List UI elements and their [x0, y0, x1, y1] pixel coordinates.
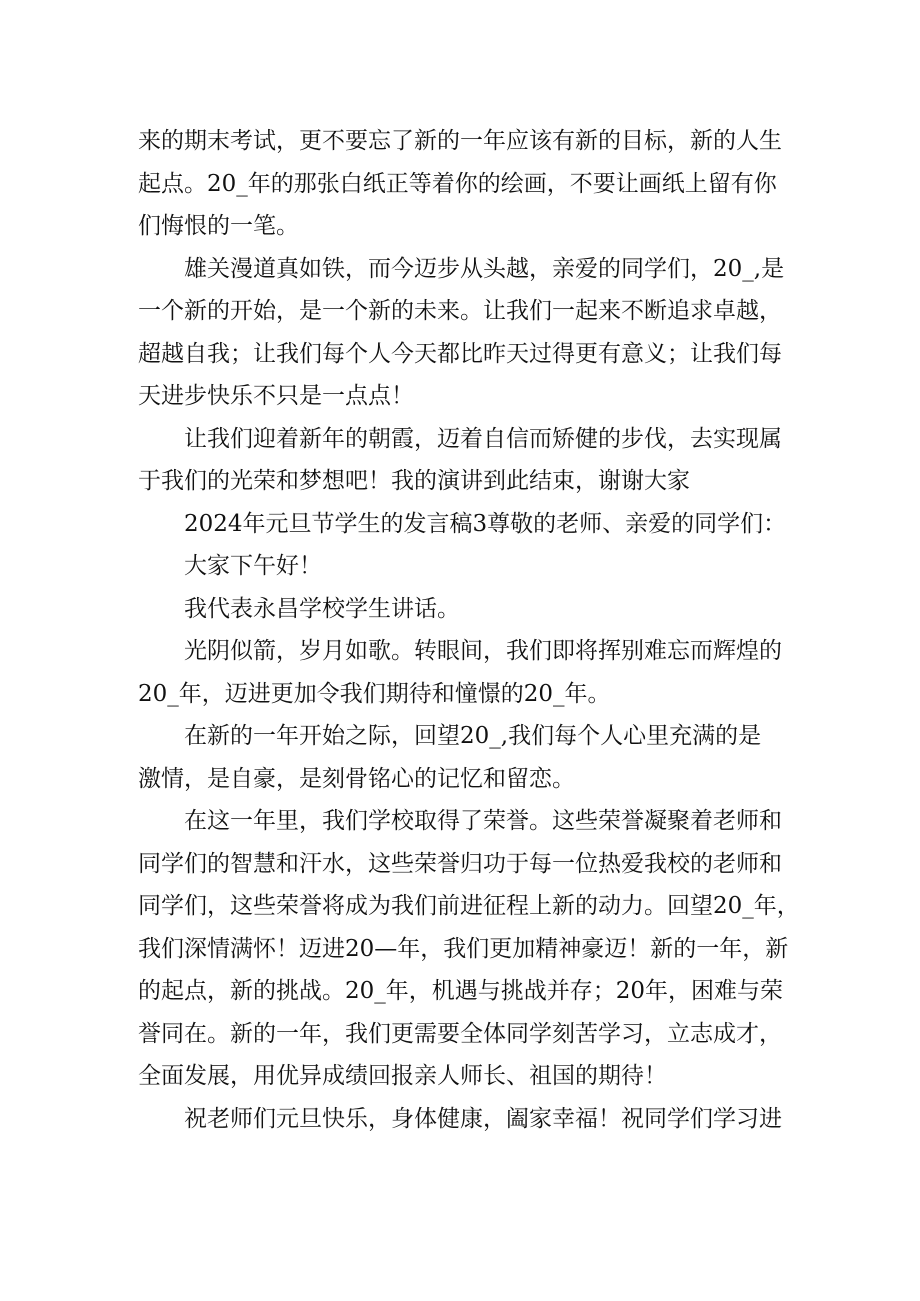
text-line: 我代表永昌学校学生讲话。 — [184, 595, 460, 622]
text-line: 雄关漫道真如铁，而今迈步从头越，亲爱的同学们，20_,是 — [184, 255, 785, 282]
text-line: 的起点，新的挑战。20_年，机遇与挑战并存；20年，困难与荣 — [138, 978, 784, 1004]
text-line: 激情，是自豪，是刻骨铭心的记忆和留恋。 — [138, 765, 575, 792]
text-line: 在这一年里，我们学校取得了荣誉。这些荣誉凝聚着老师和 — [184, 808, 782, 834]
text-line: 们悔恨的一笔。 — [138, 213, 299, 239]
text-line: 光阴似箭，岁月如歌。转眼间，我们即将挥别难忘而辉煌的 — [184, 638, 782, 664]
paragraph — [138, 715, 793, 800]
paragraph — [138, 1098, 793, 1141]
paragraph — [138, 545, 793, 588]
text-line: 一个新的开始，是一个新的未来。让我们一起来不断追求卓越， — [138, 298, 782, 324]
paragraph — [138, 248, 793, 418]
text-line: 来的期末考试，更不要忘了新的一年应该有新的目标，新的人生 — [138, 128, 782, 154]
text-line: 誉同在。新的一年，我们更需要全体同学刻苦学习，立志成才， — [138, 1020, 782, 1047]
text-line: 2024年元旦节学生的发言稿3尊敬的老师、亲爱的同学们： — [184, 510, 787, 537]
text-line: 在新的一年开始之际，回望20_,我们每个人心里充满的是 — [184, 723, 762, 749]
text-line: 大家下午好！ — [184, 553, 322, 579]
paragraph — [138, 630, 793, 715]
text-line: 祝老师们元旦快乐，身体健康，阖家幸福！祝同学们学习进 — [184, 1105, 782, 1132]
paragraph — [138, 418, 793, 503]
text-line: 同学们，这些荣誉将成为我们前进征程上新的动力。回望20_年， — [138, 893, 800, 919]
document-body — [138, 120, 800, 1140]
text-line: 让我们迎着新年的朝霞，迈着自信而矫健的步伐，去实现属 — [184, 425, 782, 452]
paragraph — [138, 503, 793, 546]
text-line: 于我们的光荣和梦想吧！我的演讲到此结束，谢谢大家 — [138, 468, 690, 494]
text-line: 起点。20_年的那张白纸正等着你的绘画，不要让画纸上留有你 — [138, 170, 777, 197]
text-line: 20_年，迈进更加令我们期待和憧憬的20_年。 — [138, 680, 611, 707]
text-line: 全面发展，用优异成绩回报亲人师长、祖国的期待！ — [138, 1063, 667, 1089]
text-line: 天进步快乐不只是一点点！ — [138, 383, 414, 409]
text-line: 超越自我；让我们每个人今天都比昨天过得更有意义；让我们每 — [138, 340, 782, 367]
text-line: 同学们的智慧和汗水，这些荣誉归功于每一位热爱我校的老师和 — [138, 850, 782, 877]
text-line: 我们深情满怀！迈进20—年，我们更加精神豪迈！新的一年，新 — [138, 935, 789, 962]
paragraph — [138, 120, 793, 248]
paragraph — [138, 588, 793, 631]
paragraph — [138, 800, 800, 1098]
